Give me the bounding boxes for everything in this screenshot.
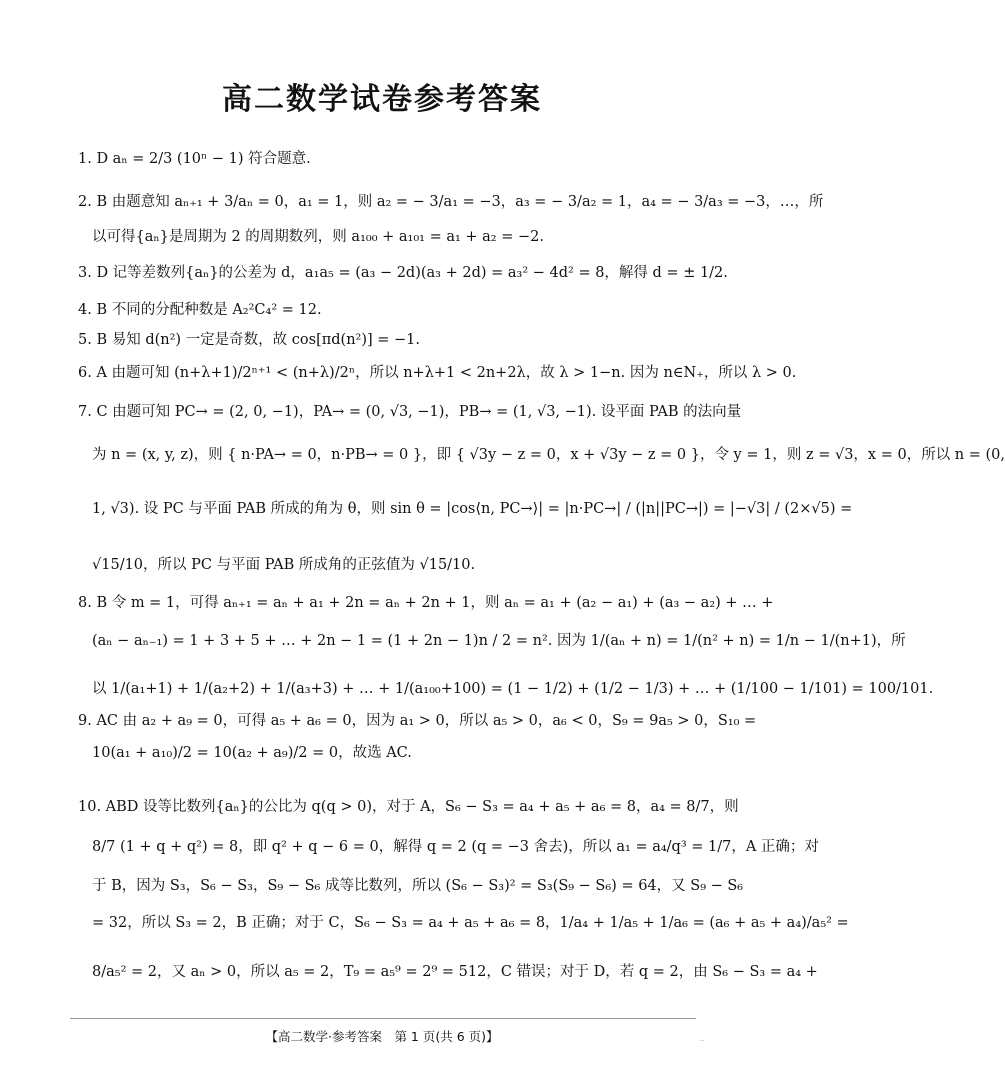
answer-line-5: 5. B 易知 d(n²) 一定是奇数，故 cos[πd(n²)] = −1. bbox=[78, 332, 421, 348]
page-title: 高二数学试卷参考答案 bbox=[222, 82, 542, 117]
answer-line-9-cont: 10(a₁ + a₁₀)/2 = 10(a₂ + a₉)/2 = 0，故选 AC. bbox=[92, 745, 412, 761]
answer-line-7: 7. C 由题可知 PC→ = (2, 0, −1)，PA→ = (0, √3, −1)，PB→ = (1, √3, −1). 设平面 PAB 的法向量 bbox=[78, 404, 742, 420]
answer-line-10-cont-2: 于 B，因为 S₃，S₆ − S₃，S₉ − S₆ 成等比数列，所以 (S₆ − S₃)² = S₃(S₉ − S₆) = 64，又 S₉ − S₆ bbox=[92, 878, 744, 894]
answer-line-8-cont-2: 以 1/(a₁+1) + 1/(a₂+2) + 1/(a₃+3) + … + 1/(a₁₀₀+100) = (1 − 1/2) + (1/2 − 1/3) + … + (1/100 − 1/101) = 100/101. bbox=[92, 681, 934, 697]
footer-divider bbox=[70, 1018, 696, 1019]
answer-line-8-cont-1: (aₙ − aₙ₋₁) = 1 + 3 + 5 + … + 2n − 1 = (1 + 2n − 1)n / 2 = n². 因为 1/(aₙ + n) = 1/(n² + n) = 1/n − 1/(n+1)，所 bbox=[92, 633, 906, 649]
answer-line-2: 2. B 由题意知 aₙ₊₁ + 3/aₙ = 0，a₁ = 1，则 a₂ = − 3/a₁ = −3，a₃ = − 3/a₂ = 1，a₄ = − 3/a₃ = −3，…，所 bbox=[78, 194, 824, 210]
answer-line-6: 6. A 由题可知 (n+λ+1)/2ⁿ⁺¹ < (n+λ)/2ⁿ，所以 n+λ+1 < 2n+2λ，故 λ > 1−n. 因为 n∈N₊，所以 λ > 0. bbox=[78, 365, 797, 381]
answer-line-10: 10. ABD 设等比数列{aₙ}的公比为 q(q > 0)，对于 A，S₆ − S₃ = a₄ + a₅ + a₆ = 8，a₄ = 8/7，则 bbox=[78, 799, 739, 815]
answer-line-9: 9. AC 由 a₂ + a₉ = 0，可得 a₅ + a₆ = 0，因为 a₁ > 0，所以 a₅ > 0，a₆ < 0，S₉ = 9a₅ > 0，S₁₀ = bbox=[78, 713, 757, 729]
answer-line-7-cont-1: 为 n = (x, y, z)，则 { n·PA→ = 0，n·PB→ = 0 }，即 { √3y − z = 0，x + √3y − z = 0 }，令 y = 1，则 z = √3，x = 0，所以 n = (0, bbox=[92, 447, 1005, 463]
answer-line-7-cont-2: 1, √3). 设 PC 与平面 PAB 所成的角为 θ，则 sin θ = |cos⟨n, PC→⟩| = |n·PC→| / (|n||PC→|) = |−√3| / (2×√5) = bbox=[92, 501, 853, 517]
page-footer: 【高二数学·参考答案 第 1 页(共 6 页)】 bbox=[265, 1029, 499, 1044]
answer-line-10-cont-1: 8/7 (1 + q + q²) = 8，即 q² + q − 6 = 0，解得 q = 2 (q = −3 舍去)，所以 a₁ = a₄/q³ = 1/7，A 正确；对 bbox=[92, 839, 819, 855]
answer-line-8: 8. B 令 m = 1，可得 aₙ₊₁ = aₙ + a₁ + 2n = aₙ + 2n + 1，则 aₙ = a₁ + (a₂ − a₁) + (a₃ − a₂) + … + bbox=[78, 595, 774, 611]
answer-line-4: 4. B 不同的分配种数是 A₂²C₄² = 12. bbox=[78, 302, 322, 318]
answer-line-10-cont-4: 8/a₅² = 2，又 aₙ > 0，所以 a₅ = 2，T₉ = a₅⁹ = 2⁹ = 512，C 错误；对于 D，若 q = 2，由 S₆ − S₃ = a₄ + bbox=[92, 964, 818, 980]
answer-line-3: 3. D 记等差数列{aₙ}的公差为 d，a₁a₅ = (a₃ − 2d)(a₃ + 2d) = a₃² − 4d² = 8，解得 d = ± 1/2. bbox=[78, 265, 728, 281]
corner-mark: .. bbox=[700, 1034, 706, 1043]
answer-line-1: 1. D aₙ = 2/3 (10ⁿ − 1) 符合题意. bbox=[78, 151, 311, 167]
answer-line-2-cont: 以可得{aₙ}是周期为 2 的周期数列，则 a₁₀₀ + a₁₀₁ = a₁ + a₂ = −2. bbox=[92, 229, 544, 245]
answer-line-10-cont-3: = 32，所以 S₃ = 2，B 正确；对于 C，S₆ − S₃ = a₄ + a₅ + a₆ = 8，1/a₄ + 1/a₅ + 1/a₆ = (a₆ + a₅ + a₄)/a₅² = bbox=[92, 915, 849, 931]
answer-line-7-cont-3: √15/10，所以 PC 与平面 PAB 所成角的正弦值为 √15/10. bbox=[92, 557, 476, 573]
